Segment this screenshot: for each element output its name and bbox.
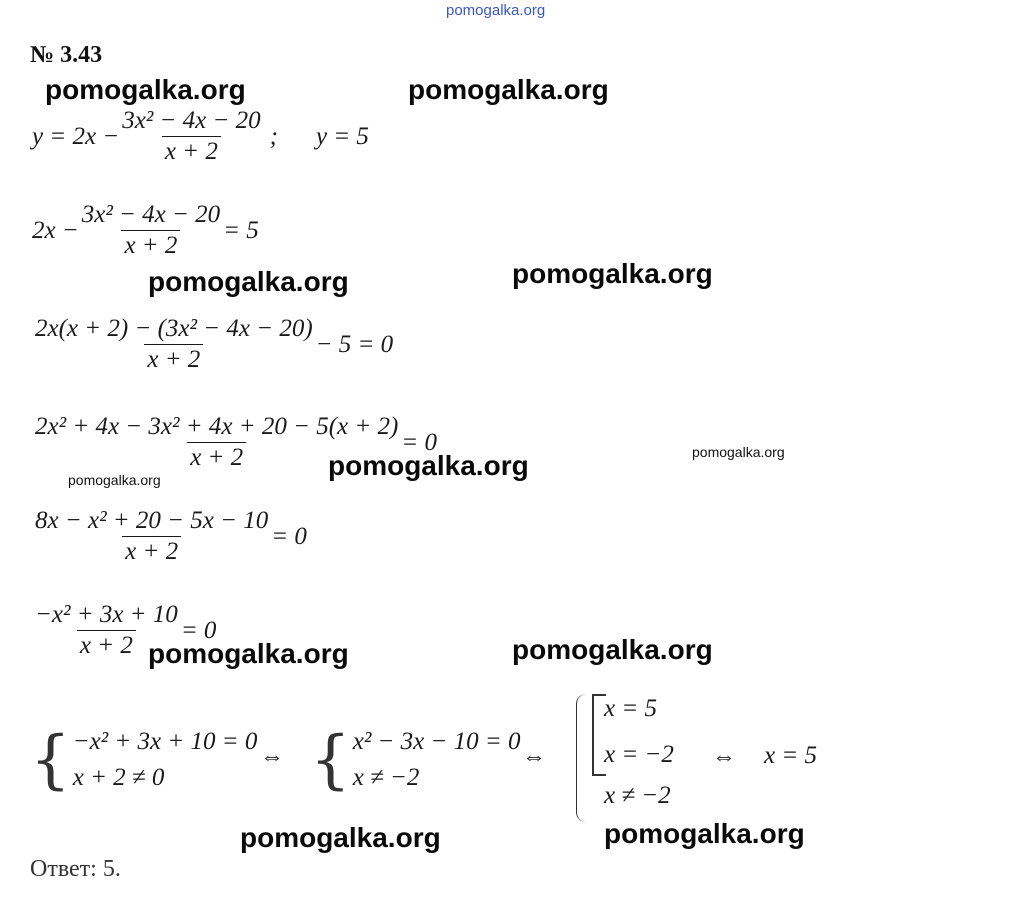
step6-numerator: −x² + 3x + 10	[35, 601, 178, 628]
step5-rhs: = 0	[271, 522, 307, 550]
step1-fraction	[119, 106, 263, 167]
step2-numerator: 3x² − 4x − 20	[81, 201, 221, 228]
step6-denominator: x + 2	[77, 630, 136, 661]
step1-numerator: 3x² − 4x − 20	[122, 107, 261, 134]
step2-rhs: = 5	[223, 216, 259, 244]
equivalence-arrow-icon: ⇔	[260, 744, 284, 770]
system-2-line-1: x² − 3x − 10 = 0	[352, 728, 521, 755]
left-brace-icon	[576, 694, 587, 822]
step6-rhs: = 0	[180, 616, 217, 644]
system-2	[310, 724, 521, 797]
step5-denominator: x + 2	[122, 536, 181, 567]
final-result: x = 5	[764, 742, 817, 769]
step4-fraction	[32, 412, 401, 473]
watermark: pomogalka.org	[512, 258, 713, 289]
system-1-lines	[73, 724, 258, 797]
equation-step-2	[32, 200, 259, 261]
step1-condition: y = 5	[315, 122, 369, 150]
system-2-lines	[353, 724, 521, 797]
system-2-line-2: x ≠ −2	[352, 764, 420, 792]
system-1-line-2: x + 2 ≠ 0	[72, 764, 165, 792]
system-1	[30, 724, 257, 797]
watermark: pomogalka.org	[68, 472, 161, 488]
system-1-line-1: −x² + 3x + 10 = 0	[72, 728, 258, 755]
equivalence-arrow-icon: ⇔	[522, 744, 546, 770]
equation-step-1	[32, 106, 369, 167]
system-3-line-3: x ≠ −2	[604, 782, 671, 809]
watermark: pomogalka.org	[45, 74, 246, 105]
watermark: pomogalka.org	[604, 818, 805, 849]
step3-fraction	[32, 314, 316, 375]
step2-fraction	[79, 200, 223, 261]
equation-step-3	[32, 314, 393, 375]
left-brace-icon: {	[30, 723, 71, 798]
step1-denominator: x + 2	[162, 136, 221, 167]
step2-lhs: 2x −	[32, 216, 79, 244]
step4-denominator: x + 2	[187, 442, 246, 473]
watermark: pomogalka.org	[408, 74, 609, 105]
step4-rhs: = 0	[401, 428, 437, 456]
step2-denominator: x + 2	[121, 230, 180, 261]
step3-numerator: 2x(x + 2) − (3x² − 4x − 20)	[35, 315, 313, 342]
step1-separator: ;	[269, 122, 278, 150]
watermark: pomogalka.org	[512, 634, 713, 665]
step3-rhs: − 5 = 0	[315, 330, 394, 358]
step6-fraction	[32, 600, 181, 661]
watermark: pomogalka.org	[148, 638, 349, 669]
left-brace-icon: {	[310, 723, 351, 798]
problem-number: № 3.43	[30, 42, 103, 68]
watermark: pomogalka.org	[148, 266, 349, 297]
site-watermark-top: pomogalka.org	[446, 2, 546, 19]
step3-denominator: x + 2	[144, 344, 203, 375]
equivalence-arrow-icon: ⇔	[712, 744, 736, 770]
watermark: pomogalka.org	[692, 444, 785, 460]
step5-fraction	[32, 506, 271, 567]
watermark: pomogalka.org	[240, 822, 441, 853]
equation-step-5	[32, 506, 307, 567]
answer: Ответ: 5.	[30, 856, 121, 882]
equation-step-4	[32, 412, 437, 473]
step5-numerator: 8x − x² + 20 − 5x − 10	[35, 507, 269, 534]
step4-numerator: 2x² + 4x − 3x² + 4x + 20 − 5(x + 2)	[35, 413, 399, 440]
equation-step-6	[32, 600, 216, 661]
system-3-line-1: x = 5	[604, 695, 657, 722]
watermark: pomogalka.org	[328, 450, 529, 481]
step1-lhs: y = 2x −	[32, 122, 120, 150]
system-3-line-2: x = −2	[604, 741, 674, 768]
